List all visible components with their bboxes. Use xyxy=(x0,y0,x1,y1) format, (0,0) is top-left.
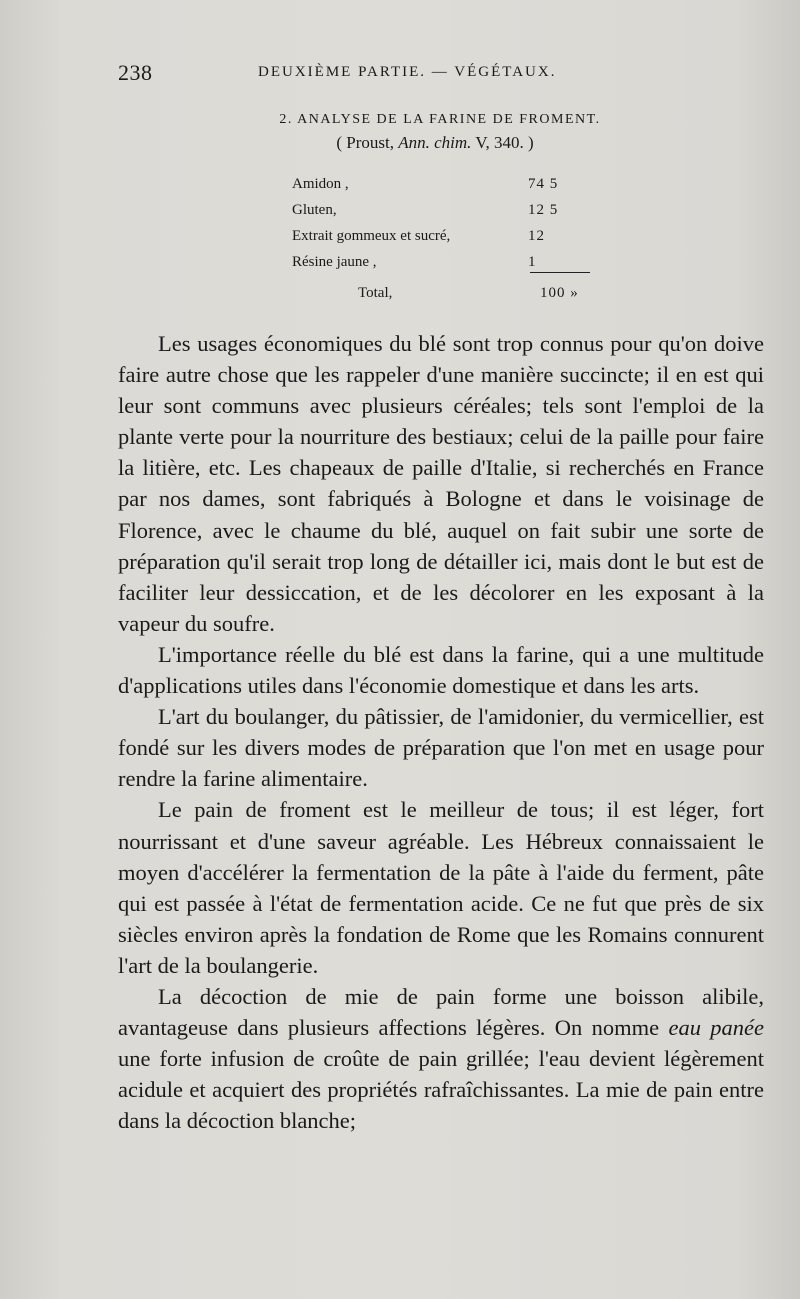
total-rule xyxy=(530,272,590,273)
analysis-row-value: 1 xyxy=(528,254,537,270)
italic-term: eau panée xyxy=(668,1015,765,1041)
analysis-row-value: 12 xyxy=(528,228,545,244)
paragraph-text: La décoction de mie de pain forme une boisson alibile, avantageuse dans plusieurs affections légères. On nomme xyxy=(118,983,764,1041)
running-title: DEUXIÈME PARTIE. — VÉGÉTAUX. xyxy=(258,64,557,80)
source-prefix: ( Proust, xyxy=(336,133,399,152)
paragraph: L'art du boulanger, du pâtissier, de l'amidonier, du vermicellier, est fondé sur les divers modes de préparation que l'on met en usage pour rendre la farine alimentaire. xyxy=(118,704,764,792)
paragraph xyxy=(118,981,764,1136)
analysis-row-name: Extrait gommeux et sucré, xyxy=(292,228,451,244)
analysis-row xyxy=(292,202,612,228)
source-journal: Ann. chim. xyxy=(398,133,472,152)
analysis-row-name: Résine jaune , xyxy=(292,254,377,270)
analysis-row-value: 74 5 xyxy=(528,176,559,192)
analysis-row-name: Amidon , xyxy=(292,176,349,192)
page-number: 238 xyxy=(118,60,153,85)
section-source xyxy=(0,133,800,153)
source-suffix: V, 340. ) xyxy=(471,133,534,152)
analysis-row xyxy=(292,254,612,280)
total-row xyxy=(358,285,618,309)
section-heading: 2. ANALYSE DE LA FARINE DE FROMENT. xyxy=(279,112,601,127)
analysis-row-name: Gluten, xyxy=(292,202,337,218)
paragraph: L'importance réelle du blé est dans la farine, qui a une multitude d'applications utiles dans l'économie domestique et dans les arts. xyxy=(118,641,764,699)
total-value: 100 » xyxy=(540,285,579,301)
paragraph-text: une forte infusion de croûte de pain grillée; l'eau devient légèrement acidule et acquiert des propriétés rafraîchissantes. La mie de pain entre dans la décoction blanche; xyxy=(118,1046,764,1134)
total-label: Total, xyxy=(358,285,393,301)
analysis-row-value: 12 5 xyxy=(528,202,559,218)
running-head xyxy=(118,60,718,90)
paragraph: Les usages économiques du blé sont trop connus pour qu'on doive faire autre chose que les rappeler d'une manière succincte; il en est qui leur sont communs avec plusieurs céréales; tels sont l'emploi de la plante verte pour la nourriture des bestiaux; celui de la paille pour faire la litière, etc. Les chapeaux de paille d'Italie, si recherchés en France par nos dames, sont fabriqués à Bologne et dans le voisinage de Florence, avec le chaume du blé, auquel on fait subir une sorte de préparation qu'il serait trop long de détailler ici, mais dont le but est de faciliter leur dessiccation, et de les décolorer en les exposant à la vapeur du soufre. xyxy=(118,331,764,636)
analysis-row xyxy=(292,176,612,202)
body-text xyxy=(118,328,764,1136)
analysis-table xyxy=(292,176,612,280)
paragraph: Le pain de froment est le meilleur de tous; il est léger, fort nourrissant et d'une saveur agréable. Les Hébreux connaissaient le moyen d'accélérer la fermentation de la pâte à l'aide du ferment, pâte qui est passée à l'état de fermentation acide. Ce ne fut que près de six siècles environ après la fondation de Rome que les Romains connurent l'art de la boulangerie. xyxy=(118,797,764,978)
analysis-row xyxy=(292,228,612,254)
